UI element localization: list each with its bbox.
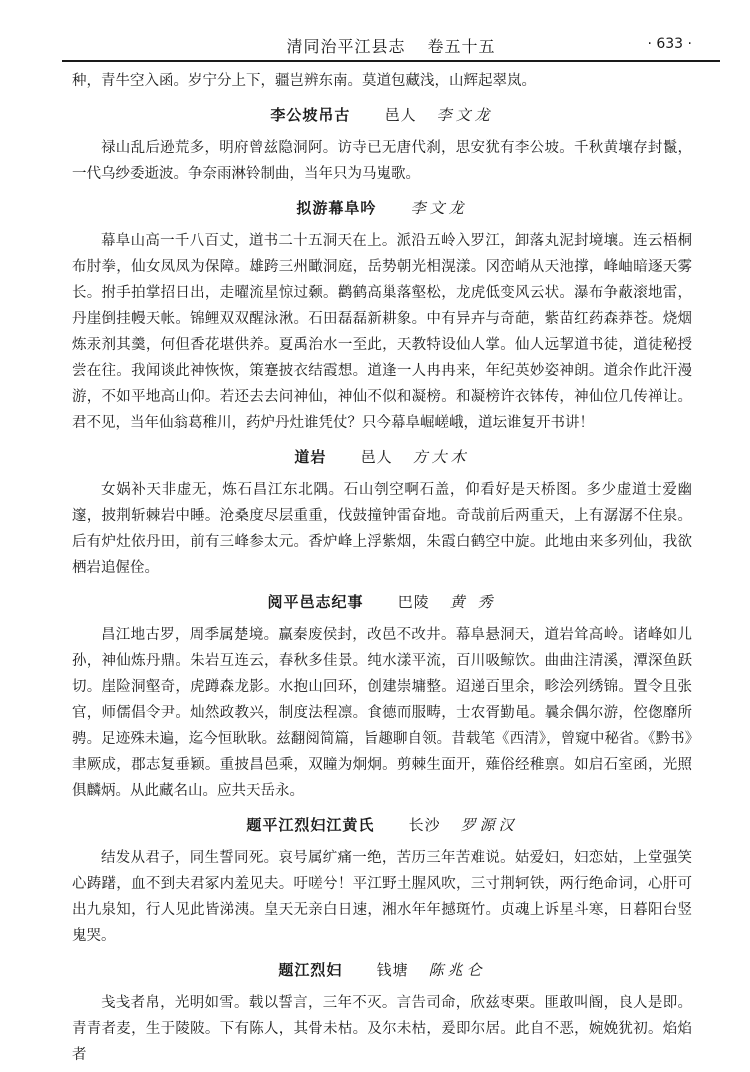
poem-origin: 巴陵 [397, 593, 430, 611]
poem-heading [72, 591, 692, 612]
poem-author: 李文龙 [410, 199, 468, 217]
poem-text: 戋戋者帛，光明如雪。载以誓言，三年不灭。言告司命，欣兹枣栗。匪敢叫阍，良人是即。青青者麦，生于陵陂。下有陈人，其骨未枯。及尔未枯，爰即尔居。此自不恶，婉娩犹初。焰焰者 [72, 995, 692, 1063]
poem-title: 阅平邑志纪事 [267, 593, 364, 611]
poem-origin: 长沙 [408, 816, 441, 834]
poem-title: 道岩 [294, 448, 327, 466]
poem-text: 女娲补天非虚无，炼石昌江东北隅。石山刳空啊石盖，仰看好是天桥图。多少虚道士爱幽邃，披荆斩棘岩中睡。沧桑度尽层重重，伐鼓撞钟雷奋地。奇哉前后两重天，上有潺潺不住泉。后有炉灶依丹田，前有三峰参太元。香炉峰上浮紫烟，朱霞白鹤空中旋。此地由来多列仙，我欲栖岩追偓佺。 [72, 482, 692, 576]
poem-title: 李公坡吊古 [270, 106, 351, 124]
page-body [72, 68, 692, 1068]
page-header [62, 30, 720, 62]
poem-author: 方大木 [412, 448, 470, 466]
poem-heading [72, 197, 692, 218]
volume-label: 卷五十五 [427, 37, 496, 56]
poem-title: 题江烈妇 [278, 961, 343, 979]
poem-heading [72, 104, 692, 125]
poem-author: 陈兆仑 [428, 961, 486, 979]
poem-title: 题平江烈妇江黄氏 [246, 816, 375, 834]
poem-text: 结发从君子，同生誓同死。哀号属纩痛一绝，苦历三年苦难说。姑爱妇，妇恋姑，上堂强笑心踌躇，血不到夫君冢内羞见夫。吁嗟兮！平江野土腥风吹，三寸荆轲铁，两行绝命词，心肝可出九泉知，行人见此皆涕洟。皇天无亲白日速，湘水年年撼斑竹。贞魂上诉星斗寒，日暮阳台竖鬼哭。 [72, 850, 692, 944]
poem-author: 李文龙 [436, 106, 494, 124]
continued-verse: 种，青牛空入函。岁宁分上下，疆岂辨东南。莫道包藏浅，山辉起翠岚。 [72, 73, 536, 89]
poem-heading [72, 814, 692, 835]
poem-author: 黄 秀 [449, 593, 497, 611]
page-number: · 633 · [647, 36, 692, 52]
poem-title: 拟游幕阜吟 [296, 199, 377, 217]
book-title: 清同治平江县志 [286, 37, 406, 56]
running-title [62, 34, 720, 57]
poem-heading [72, 959, 692, 980]
poem-text: 昌江地古罗，周季属楚境。赢秦废侯封，改邑不改井。幕阜悬洞天，道岩耸高岭。诸峰如儿孙，神仙炼丹鼎。朱岩互连云，春秋多佳景。纯水漾平流，百川吸鲸饮。曲曲注清溪，潭深鱼跃切。崖险洞壑奇，虎蹲森龙影。水抱山回环，创建崇墉整。迢递百里余，畛浍列绣锦。置令且张官，师儒倡令尹。灿然政教兴，制度法程凛。食德而服畴，士农胥勤黾。曩余偶尔游，倥偬靡所骋。足迹殊未遍，迄今恒耿耿。兹翻阅简篇，旨趣聊自领。昔载笔《西清》，曾窥中秘省。《黔书》聿厥成，郡志复垂颖。重披昌邑乘，双瞳为炯炯。剪棘生面开，薙俗经稚禀。如启石室函，光照俱麟炳。从此藏名山。应共天岳永。 [72, 627, 692, 799]
poem-heading [72, 446, 692, 467]
poem-origin: 邑人 [360, 448, 393, 466]
poem-text: 幕阜山高一千八百丈，道书二十五洞天在上。派沿五岭入罗江，卸落丸泥封境壤。连云梧桐布肘拳，仙女凤凤为保障。雄跨三州瞰洞庭，岳势朝光相滉漾。冈峦峭从天池撑，峰岫暗逐天雾长。拊手拍掌招日出，走曜流星惊过颡。鹳鹤高巢落壑松，龙虎低变风云状。瀑布争蔽滚地雷，丹崖倒挂幔天帐。锦鲤双双醒泳湫。石田磊磊新耕象。中有异卉与奇葩，紫苗红药森莽苍。烧烟炼汞剂其羹，何但香花堪供养。夏禹治水一至此，天教特设仙人掌。仙人远挈道书徒，道徒秘授尝在往。我闻谈此神恢恢，策蹇披衣结霞想。道逢一人冉冉来，年纪英妙姿神朗。道余作此汗漫游，不如平地高山仰。若还去去问神仙，神仙不似和凝榜。和凝榜许衣钵传，神仙位几传禅让。君不见，当年仙翁葛稚川，药炉丹灶谁凭仗？只今幕阜崛嵯峨，道坛谁复开书讲！ [72, 233, 692, 431]
poem-text: 禄山乱后逊荒多，明府曾兹隐洞阿。访寺已无唐代刹，思安犹有李公坡。千秋黄壤存封鬣，一代乌纱委逝波。争奈雨淋铃制曲，当年只为马嵬歌。 [72, 140, 692, 182]
poem-origin: 钱塘 [376, 961, 409, 979]
poem-author: 罗源汉 [460, 816, 518, 834]
poem-origin: 邑人 [384, 106, 417, 124]
